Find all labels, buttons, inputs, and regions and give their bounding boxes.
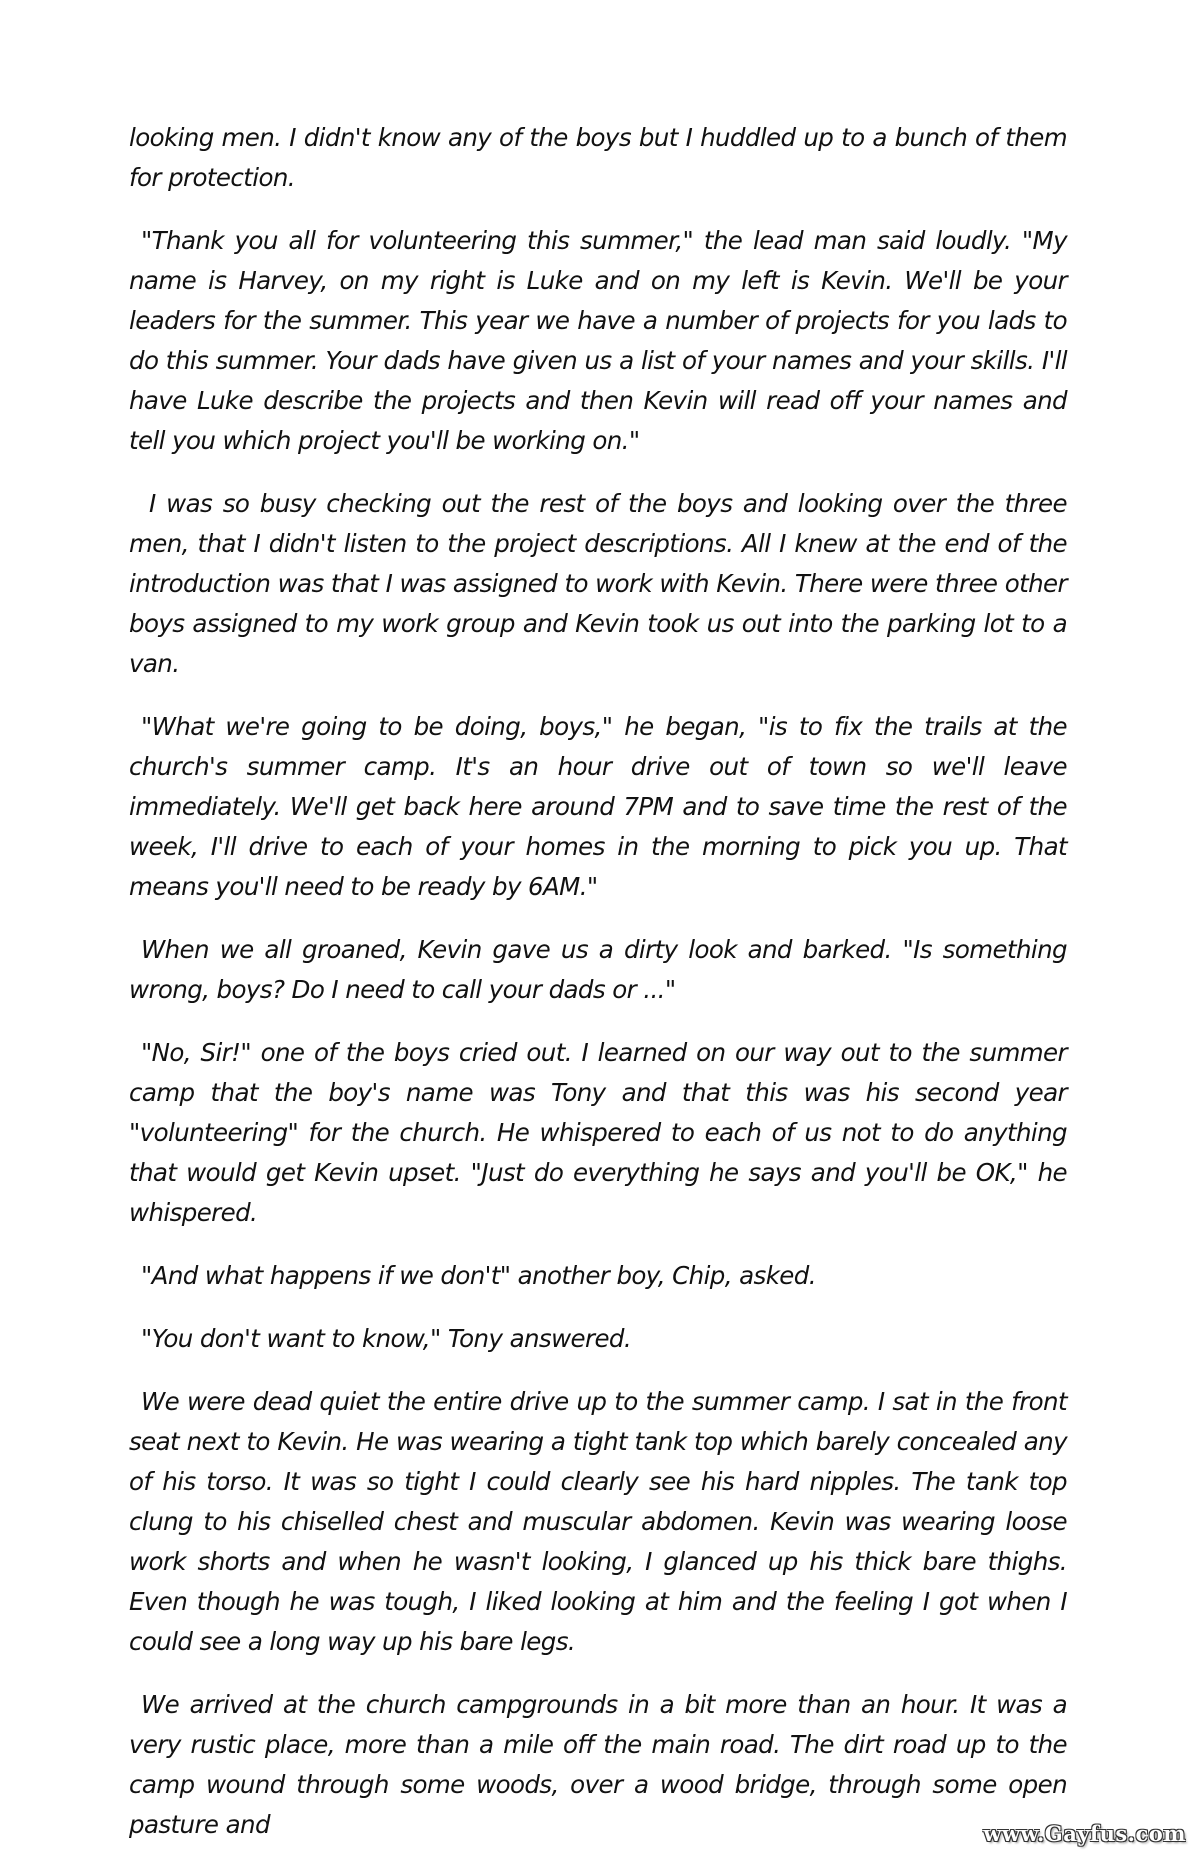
paragraph-7: "And what happens if we don't" another boy, Chip, asked.: [141, 1261, 816, 1290]
paragraph-4: "What we're going to be doing, boys," he began, "is to fix the trails at the church's summer camp. It's an hour drive out of town so we'll leave immediately. We'll get back here around 7PM and to save time the rest of the week, I'll drive to each of your homes in the morning to pick you up. That means you'll need to be ready by 6AM.": [129, 712, 1067, 901]
paragraph-6: "No, Sir!" one of the boys cried out. I learned on our way out to the summer camp that the boy's name was Tony and that this was his second year "volunteering" for the church. He whispered to each of us not to do anything that would get Kevin upset. "Just do everything he says and you'll be OK," he whispered.: [129, 1038, 1067, 1227]
paragraph-8: "You don't want to know," Tony answered.: [141, 1324, 632, 1353]
paragraph-10: We arrived at the church campgrounds in a bit more than an hour. It was a very rustic place, more than a mile off the main road. The dirt road up to the camp wound through some woods, over a wood bridge, through some open pasture and: [129, 1690, 1067, 1839]
site-watermark: www.Gayfus.com: [983, 1821, 1186, 1846]
paragraph-3: I was so busy checking out the rest of the boys and looking over the three men, that I didn't listen to the project descriptions. All I knew at the end of the introduction was that I was assigned to work with Kevin. There were three other boys assigned to my work group and Kevin took us out into the parking lot to a van.: [129, 489, 1067, 678]
paragraph-2: "Thank you all for volunteering this summer," the lead man said loudly. "My name is Harvey, on my right is Luke and on my left is Kevin. We'll be your leaders for the summer. This year we have a number of projects for you lads to do this summer. Your dads have given us a list of your names and your skills. I'll have Luke describe the projects and then Kevin will read off your names and tell you which project you'll be working on.": [129, 226, 1067, 455]
paragraph-1: looking men. I didn't know any of the boys but I huddled up to a bunch of them for protection.: [129, 123, 1067, 192]
page-text: [129, 118, 1067, 1868]
paragraph-5: When we all groaned, Kevin gave us a dirty look and barked. "Is something wrong, boys? Do I need to call your dads or ...": [129, 935, 1067, 1004]
paragraph-9: We were dead quiet the entire drive up to the summer camp. I sat in the front seat next to Kevin. He was wearing a tight tank top which barely concealed any of his torso. It was so tight I could clearly see his hard nipples. The tank top clung to his chiselled chest and muscular abdomen. Kevin was wearing loose work shorts and when he wasn't looking, I glanced up his thick bare thighs. Even though he was tough, I liked looking at him and the feeling I got when I could see a long way up his bare legs.: [129, 1387, 1067, 1656]
